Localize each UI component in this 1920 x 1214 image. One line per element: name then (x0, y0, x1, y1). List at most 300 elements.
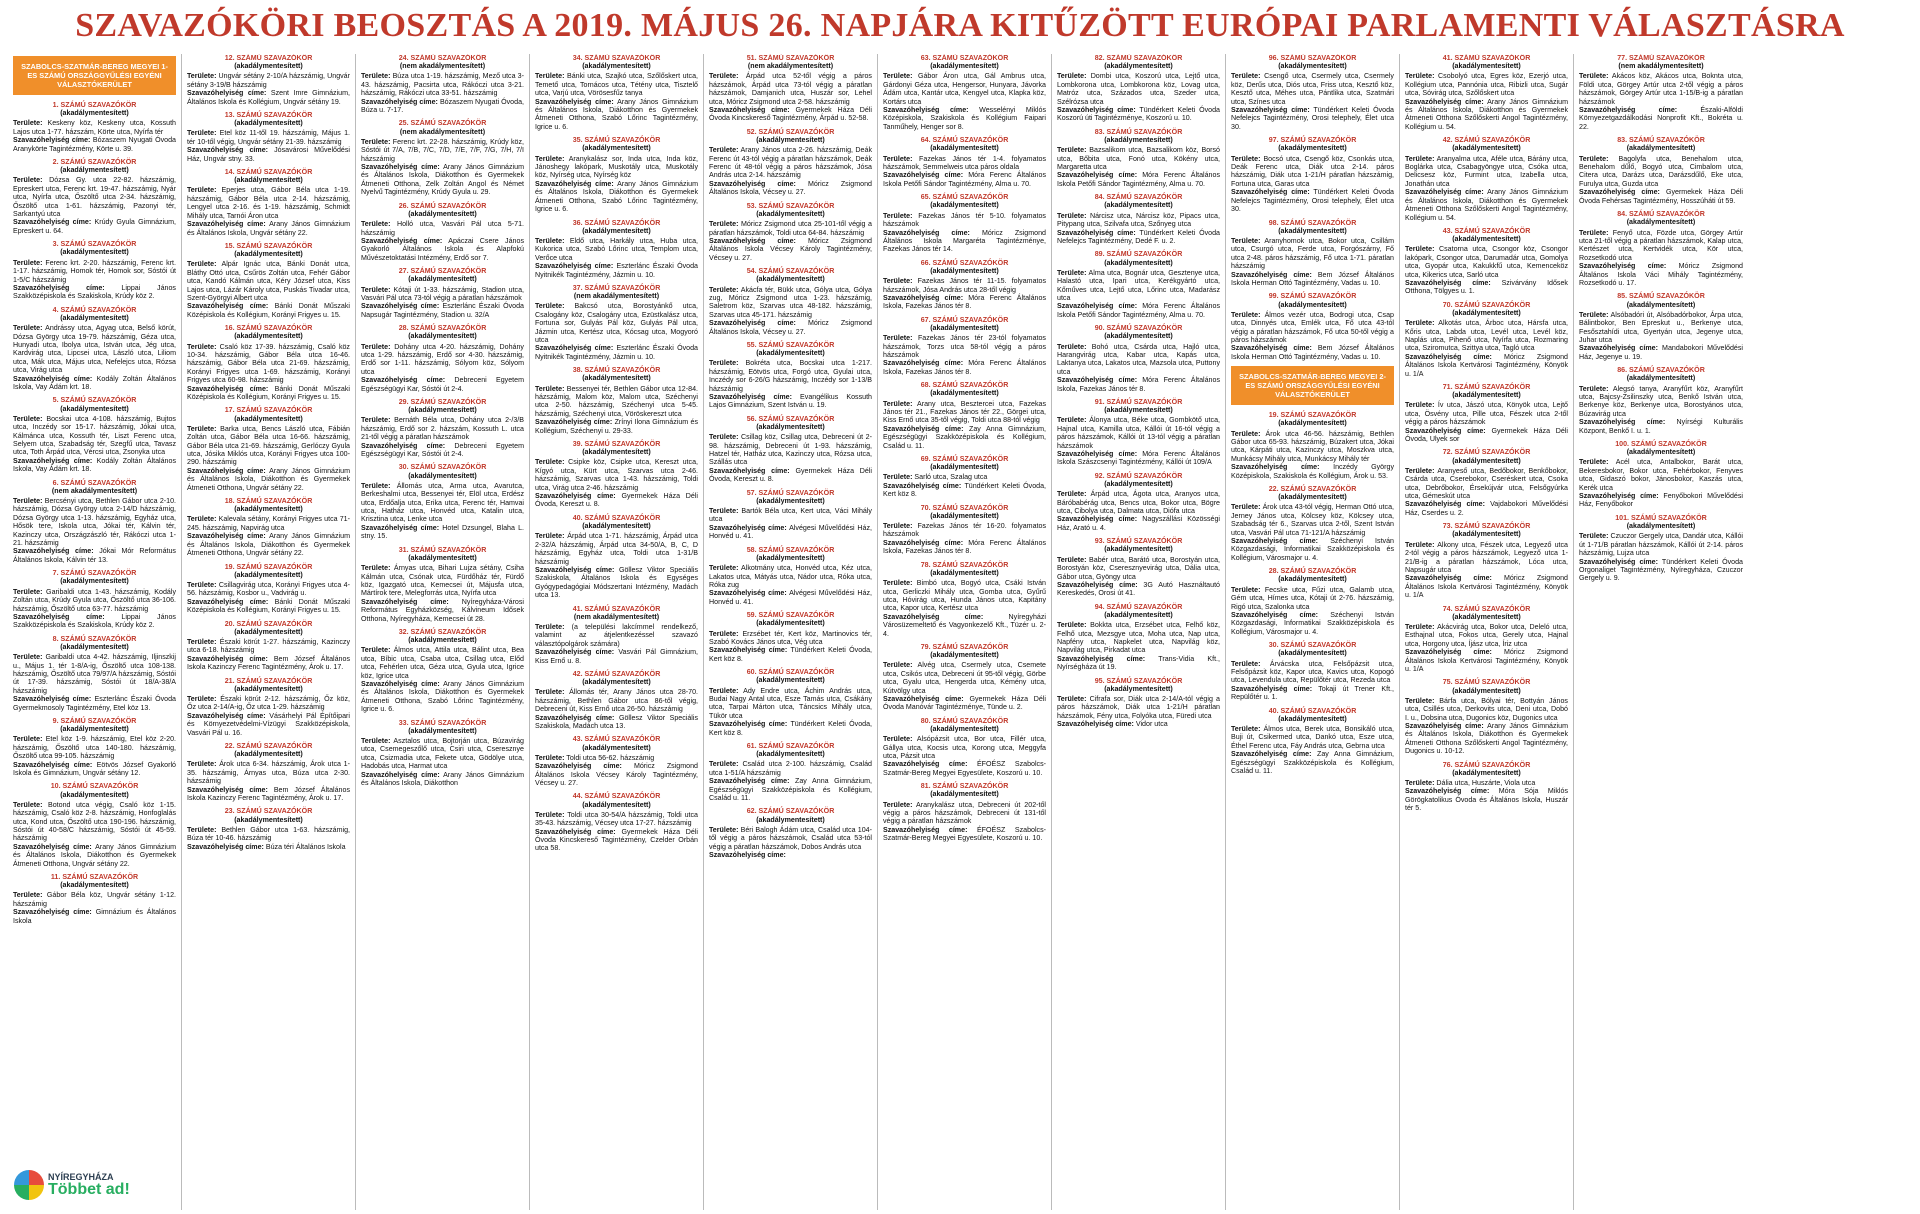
polling-station-body (13, 653, 176, 712)
address-text: Eszterlánc Északi Óvoda Nyitnikék Tagintézmény, Jázmin u. 10. (535, 344, 698, 361)
polling-station-number: 16. SZÁMÚ SZAVAZÓKÖR (224, 324, 313, 333)
address-text: Arany János Gimnázium és Általános Iskola, Diákotthon és Gyermekek Átmeneti Otthona Szőlőskerti Angol Tagintézmény, Kollégium u. 54. (1405, 97, 1568, 131)
polling-station-body (187, 343, 350, 402)
polling-station-header (1405, 448, 1568, 464)
polling-station-body (1405, 697, 1568, 756)
accessibility-note: (akadálymentesített) (234, 505, 303, 514)
polling-station-header (535, 792, 698, 808)
polling-station-header (1057, 398, 1220, 414)
area-label: Területe: (709, 220, 739, 229)
area-label: Területe: (1057, 490, 1087, 499)
polling-station-number: 100. SZÁMÚ SZAVAZÓKÖR (1615, 440, 1707, 449)
polling-station-body (187, 186, 350, 236)
area-label: Területe: (535, 688, 565, 697)
polling-station-body (1057, 72, 1220, 122)
area-label: Területe: (1231, 429, 1261, 438)
address-label: Szavazóhelyiség címe: (1405, 648, 1492, 657)
polling-station-body (361, 72, 524, 114)
accessibility-note: (akadálymentesített) (1104, 136, 1173, 145)
polling-station-header (187, 677, 350, 693)
area-text: Árnyas utca, Bihari Lujza sétány, Csiha Kálmán utca, Csónak utca, Fürdőház tér, Fürdő köz, Igazgató utca, Kemecsei út, Májusfa utca, Mártírok tere, Melegforrás utca, Nyírfa utca (361, 564, 524, 598)
address-label: Szavazóhelyiség címe: (709, 179, 796, 188)
polling-station-number: 26. SZÁMÚ SZAVAZÓKÖR (398, 201, 487, 210)
accessibility-note: (akadálymentesített) (930, 463, 999, 472)
area-label: Területe: (1405, 466, 1435, 475)
polling-station-body (13, 588, 176, 630)
address-label: Szavazóhelyiség címe: (535, 492, 616, 501)
address-text: Gyermekek Háza Déli Óvoda Kincskereső Tagintézmény, Árpád u. 52-58. (709, 106, 872, 123)
address-text: Alvégesi Művelődési Ház, Honvéd u. 41. (709, 523, 872, 541)
area-label: Területe: (709, 433, 739, 442)
polling-station-header (883, 54, 1046, 70)
polling-station-body (13, 324, 176, 391)
page-title: SZAVAZÓKÖRI BEOSZTÁS A 2019. MÁJUS 26. NAPJÁRA KITŰZÖTT EURÓPAI PARLAMENTI VÁLASZTÁSRA (75, 7, 1845, 44)
area-text: Bárfa utca, Bólyai tér, Bottyán János utca, Csillés utca, Derkovits utca, Deni utca, Dobó I. u., Dobsina utca, Dugonics köz, Dugonics utca (1405, 696, 1568, 722)
accessibility-note: (akadálymentesített) (1104, 545, 1173, 554)
area-text: Alsóbadóri út, Alsóbadórbokor, Árpa utca, Bálintbokor, Ben Epreskut u., Berkenye utca, Fesősztahídi utca, Gyertyán utca, Jegenye utca, Juhar utca (1579, 310, 1743, 344)
area-label: Területe: (361, 220, 391, 229)
polling-station-number: 101. SZÁMÚ SZAVAZÓKÖR (1615, 513, 1707, 522)
area-text: Csatorna utca, Csongor köz, Csongor lakópark, Csongor utca, Darumadár utca, Gomolya utca, Gyopár utca, Kakukkfű utca, Kemenceköz utca, Kikerics utca, Sarló utca (1405, 245, 1568, 279)
area-label: Területe: (1579, 458, 1609, 467)
area-text: Erzsébet tér, Kert köz, Martinovics tér, Szabó Kovács János utca, Vég utca (709, 629, 872, 646)
accessibility-note: (akadálymentesített) (408, 209, 477, 218)
polling-station-number: 93. SZÁMÚ SZAVAZÓKÖR (1094, 537, 1183, 546)
area-label: Területe: (1057, 694, 1087, 703)
area-text: Acél utca, Antalbokor, Barát utca, Bekeresbokor, Bokor utca, Fehérbokor, Fenyves utca, Gidaszó bokor, Jánosbokor, Kaszás utca, Kerék utca (1579, 458, 1743, 492)
accessibility-note: (akadálymentesített) (1104, 332, 1173, 341)
address-label: Szavazóhelyiség címe: (1231, 750, 1312, 759)
area-label: Területe: (13, 497, 43, 506)
area-text: Alkotás utca, Árboc utca, Hársfa utca, Kőris utca, Labda utca, Levél utca, Levél köz, Naplás utca, Pihenő utca, Nyírfa utca, Rozmaring utca, Sziromutca, Szittya utca, Tagló utca (1405, 319, 1568, 353)
polling-station-number: 54. SZÁMÚ SZAVAZÓKÖR (746, 267, 835, 276)
address-text: Móricz Zsigmond Általános Iskola Vécsey Károly Tagintézmény, Vécsey u. 27. (709, 236, 872, 262)
area-label: Területe: (709, 285, 739, 294)
accessibility-note: (akadálymentesített) (1104, 610, 1173, 619)
area-text: Toldi utca 56-62. házszámig (566, 753, 655, 762)
polling-station-number: 83. SZÁMÚ SZAVAZÓKÖR (1617, 136, 1705, 145)
polling-station-header (709, 742, 872, 758)
polling-station (535, 219, 698, 279)
polling-station-body (13, 415, 176, 474)
polling-station (1057, 677, 1220, 729)
area-label: Területe: (883, 800, 913, 809)
accessibility-note: (akadálymentesített) (1104, 201, 1173, 210)
polling-station-number: 27. SZÁMÚ SZAVAZÓKÖR (398, 267, 487, 276)
column-8 (1226, 54, 1400, 1210)
polling-station (187, 111, 350, 163)
polling-station-header (1231, 641, 1394, 657)
polling-station-body (187, 760, 350, 802)
address-text: Arany János Gimnázium és Általános Iskola, Diákotthon és Gyermekek Átmeneti Otthona Szőlőskerti Angol Tagintézmény, Kollégium u. 54. (1405, 188, 1568, 222)
area-label: Területe: (1405, 779, 1435, 788)
polling-station-body (709, 630, 872, 664)
address-text: Tündérkert Keleti Óvoda Nefelejcs Tagintézmény, Orosi telephely, Élet utca 30. (1231, 188, 1394, 214)
area-label: Területe: (1057, 555, 1087, 564)
polling-station-header (1231, 707, 1394, 723)
address-label: Szavazóhelyiség címe: (1579, 188, 1660, 197)
polling-station (709, 807, 872, 859)
address-text: Móra Ferenc Általános Iskola, Fazekas János tér 8. (883, 293, 1046, 311)
polling-station-number: 30. SZÁMÚ SZAVAZÓKÖR (398, 463, 487, 472)
area-text: Fazekas János tér 23-tól folyamatos házszámok, Torzs utca 58-tól végig a páros házszámok (883, 334, 1046, 359)
area-label: Területe: (1057, 342, 1087, 351)
address-label: Szavazóhelyiség címe: (709, 466, 790, 475)
polling-station-body (883, 579, 1046, 638)
polling-station-number: 28. SZÁMÚ SZAVAZÓKÖR (1268, 567, 1357, 576)
polling-station (1231, 641, 1394, 701)
polling-station (361, 54, 524, 114)
polling-station-number: 21. SZÁMÚ SZAVAZÓKÖR (224, 676, 313, 685)
address-label: Szavazóhelyiség címe: (361, 302, 440, 311)
accessibility-note: (akadálymentesített) (756, 209, 825, 218)
address-text: Móricz Zsigmond Általános Iskola Váci Mihály Tagintézmény, Rozsetkodó u. 17. (1579, 262, 1743, 287)
polling-station-number: 94. SZÁMÚ SZAVAZÓKÖR (1094, 602, 1183, 611)
area-label: Területe: (1405, 622, 1435, 631)
accessibility-note: (akadálymentesített) (1278, 575, 1347, 584)
polling-station-number: 11. SZÁMÚ SZAVAZÓKÖR (50, 873, 139, 882)
area-label: Területe: (883, 72, 913, 81)
area-label: Területe: (709, 564, 739, 573)
accessibility-note: (akadálymentesített) (1626, 218, 1696, 227)
area-label: Területe: (187, 129, 217, 138)
polling-station-number: 96. SZÁMÚ SZAVAZÓKÖR (1268, 54, 1357, 62)
accessibility-note: (akadálymentesített) (582, 800, 651, 809)
area-text: Család utca 2-100. házszámig, Család utca 1-51/A házszámig (709, 760, 872, 777)
columns-grid (8, 54, 1912, 1210)
polling-station-header (1231, 219, 1394, 235)
address-text: Szent Imre Gimnázium, Általános Iskola és Kollégium, Ungvár sétány 19. (187, 89, 350, 106)
area-text: Asztalos utca, Bojtorján utca, Búzavirág utca, Csemegeszőlő utca, Csiri utca, Cseresznye utca, Csizmadia utca, Fekete utca, Gödölye utca, Hadobás utca, Harmat utca (361, 737, 524, 771)
polling-station-header (1231, 54, 1394, 70)
polling-station-body (883, 661, 1046, 711)
accessibility-note: (akadálymentesített) (408, 636, 477, 645)
address-label: Szavazóhelyiség címe: (709, 851, 786, 860)
accessibility-note: (akadálymentesített) (930, 724, 999, 733)
address-label: Szavazóhelyiség címe: (1231, 610, 1319, 619)
polling-station (709, 128, 872, 197)
polling-station-number: 53. SZÁMÚ SZAVAZÓKÖR (746, 201, 835, 210)
area-label: Területe: (883, 211, 913, 220)
area-text: Álmos vezér utca, Bodrogi utca, Csap utca, Dinnyés utca, Emlék utca, Fő utca 43-tól végig a páratlan házszámok, Fő utca 50-től végig a páros házszámok (1231, 310, 1394, 344)
accessibility-note: (akadálymentesített) (1104, 62, 1173, 71)
area-label: Területe: (187, 260, 217, 269)
area-label: Területe: (361, 737, 391, 745)
address-text: Zrínyi Ilona Gimnázium és Kollégium, Széchenyi u. 29-33. (535, 418, 698, 435)
accessibility-note: (akadálymentesített) (1452, 456, 1521, 465)
accessibility-note: (akadálymentesített) (582, 448, 651, 457)
polling-station-header (883, 561, 1046, 577)
address-text: Arany János Gimnázium és Általános Iskola, Diákotthon (361, 770, 524, 788)
polling-station-body (709, 687, 872, 737)
address-text: Debreceni Egyetem Egészségügyi Kar, Sóstói út 2-4. (361, 441, 524, 459)
area-text: Ív utca, Jászó utca, Könyök utca, Lejtő utca, Ösvény utca, Pille utca, Fészek utca 2-től végig a páros házszámok (1405, 401, 1568, 427)
polling-station-body (361, 646, 524, 713)
area-text: Fenyő utca, Fözde utca, Görgey Artúr utca 21-től végig a páratlan házszámok, Kalap utca, Kertészet utca, Kertvidék utca, Kör utca, Rozsetkodó utca (1579, 228, 1743, 262)
area-label: Területe: (13, 258, 43, 267)
polling-station (187, 620, 350, 672)
polling-station (535, 284, 698, 361)
address-label: Szavazóhelyiség címe: (187, 302, 269, 311)
area-label: Területe: (1405, 319, 1435, 328)
accessibility-note: (nem akadálymentesített) (1618, 62, 1704, 71)
polling-station-header (883, 259, 1046, 275)
polling-station-body (361, 220, 524, 262)
polling-station-number: 60. SZÁMÚ SZAVAZÓKÖR (746, 668, 835, 677)
address-label: Szavazóhelyiség címe: (535, 418, 613, 427)
area-text: Alpár Ignác utca, Bánki Donát utca, Bláthy Ottó utca, Csűrös Zoltán utca, Fehér Gábor utca, Kandó Kálmán utca, Kéry József utca, Kiss Lajos utca, Lázár Károly utca, Puskás Tivadar utca, Szent-Györgyi Albert utca (187, 260, 350, 302)
area-text: Eldő utca, Harkály utca, Huba utca, Kukorica utca, Szabó Lőrinc utca, Templom utca, Verőce utca (535, 236, 698, 262)
polling-station-number: 64. SZÁMÚ SZAVAZÓKÖR (920, 136, 1009, 145)
address-text: Széchenyi István Közgazdasági, Informatikai Szakközépiskola és Kollégium, Városmajor u. 4. (1231, 610, 1394, 636)
address-text: Móricz Zsigmond Általános Iskola Kertvárosi Tagintézmény, Könyök u. 1/A (1405, 352, 1568, 378)
area-label: Területe: (1231, 236, 1261, 245)
polling-station-header (883, 193, 1046, 209)
accessibility-note: (akadálymentesített) (60, 790, 129, 799)
polling-station-number: 70. SZÁMÚ SZAVAZÓKÖR (1442, 300, 1531, 309)
address-text: Bem József Általános Iskola Kazinczy Ferenc Tagintézmény, Árok u. 17. (187, 654, 350, 672)
address-label: Szavazóhelyiség címe: (187, 89, 267, 98)
address-label: Szavazóhelyiség címe: (1579, 106, 1678, 115)
polling-station (1057, 603, 1220, 672)
address-label: Szavazóhelyiség címe: (187, 220, 266, 229)
polling-station-number: 42. SZÁMÚ SZAVAZÓKÖR (572, 669, 661, 678)
area-label: Területe: (1405, 72, 1435, 81)
area-text: Bercsényi utca, Bethlen Gábor utca 2-10. házszámig, Dózsa György utca 2-14/D házszámig, Dózsa György utca 1-13. házszámig, Egyház utca, Hősök tere, Iskola utca, Jókai tér, Kálvin tér, Kazinczy utca, Országzászló tér, Rákóczi utca 1-21. házszámig (13, 497, 176, 548)
accessibility-note: (akadálymentesített) (756, 553, 825, 562)
polling-station-number: 85. SZÁMÚ SZAVAZÓKÖR (1617, 292, 1705, 301)
address-label: Szavazóhelyiség címe: (361, 523, 440, 532)
polling-station-number: 52. SZÁMÚ SZAVAZÓKÖR (746, 127, 835, 136)
address-label: Szavazóhelyiség címe: (1405, 97, 1484, 106)
accessibility-note: (akadálymentesített) (60, 248, 129, 257)
address-label: Szavazóhelyiség címe: (1231, 188, 1310, 197)
address-text: Bózaszem Nyugati Óvoda, Búza u. 7-17. (361, 97, 524, 115)
area-label: Területe: (709, 686, 739, 695)
address-text: Vidor utca (1135, 720, 1168, 729)
polling-station-header (535, 219, 698, 235)
polling-station (535, 605, 698, 665)
address-text: Arany János Gimnázium és Általános Iskola, Diákotthon és Gyermekek Átmeneti Otthona, Zelk Zoltán Angol és Német Nyelvű Tagintézmény, Krúdy Gyula u. 29. (361, 163, 524, 197)
accessibility-note: (akadálymentesített) (234, 750, 303, 759)
polling-station-body (13, 176, 176, 235)
area-label: Területe: (1057, 72, 1087, 81)
polling-station-body (187, 826, 350, 851)
polling-station-header (883, 455, 1046, 471)
area-text: Álmos utca, Berek utca, Bonsikáló utca, Buji út, Csikermed utca, Dankó utca, Esze utca, Éthel Ferenc utca, Fáy András utca, Gebrna utca (1231, 724, 1394, 750)
address-text: Apáczai Csere János Gyakorló Általános Iskola és Alapfokú Művészetoktatási Intézmény, Erdő sor 7. (361, 236, 524, 262)
area-text: Árpád utca 1-71. házszámig, Árpád utca 2-32/A házszámig, Árpád utca 34-50/A, B, C, D házszámig, Egyház utca, Toldi utca 1-31/B házszámig (535, 532, 698, 566)
polling-station-header (187, 168, 350, 184)
polling-station (1405, 383, 1568, 443)
address-text: Vajdabokori Művelődési Ház, Cserdes u. 2. (1405, 500, 1568, 517)
address-label: Szavazóhelyiség címe: (187, 711, 266, 720)
accessibility-note: (akadálymentesített) (582, 743, 651, 752)
polling-station-number: 6. SZÁMÚ SZAVAZÓKÖR (52, 478, 137, 487)
polling-station-header (535, 605, 698, 621)
address-text: Tündérkert Keleti Óvoda Koszorú úti Tagintézménye, Koszorú u. 10. (1057, 106, 1220, 123)
address-label: Szavazóhelyiség címe: (1405, 500, 1485, 509)
polling-station-header (1579, 292, 1743, 308)
polling-station-body (13, 259, 176, 301)
area-text: Holló utca, Vasvári Pál utca 5-71. házszámig (361, 220, 524, 237)
area-label: Területe: (883, 735, 913, 744)
polling-station-number: 24. SZÁMÚ SZAVAZÓKÖR (398, 54, 487, 62)
accessibility-note: (akadálymentesített) (1278, 649, 1347, 658)
polling-station-body (1057, 490, 1220, 532)
polling-station-header (535, 514, 698, 530)
polling-station-number: 19. SZÁMÚ SZAVAZÓKÖR (224, 562, 313, 571)
polling-station-body (13, 497, 176, 564)
area-text: Bocsó utca, Csengő köz, Csonkás utca, Deák Ferenc utca, Diák utca 2-14. páros házszámig, Diák utca 1-21/H páratlan házszámig, Fortuna utca, Garas utca (1231, 154, 1394, 188)
address-label: Szavazóhelyiség címe: (1405, 188, 1484, 197)
area-text: Aranyhomok utca, Bokor utca, Csillám utca, Csurgó utca, Ferde utca, Forgószárny, Fő utca 2-48. páros házszámig, Fő utca 1-71. páratlan házszámig (1231, 236, 1394, 271)
area-label: Területe: (187, 637, 217, 646)
accessibility-note: (akadálymentesített) (234, 684, 303, 693)
area-label: Területe: (13, 176, 43, 185)
polling-station-body (1405, 779, 1568, 813)
polling-station (13, 479, 176, 565)
address-label: Szavazóhelyiség címe: (187, 466, 266, 475)
address-label: Szavazóhelyiség címe: (1057, 302, 1138, 311)
polling-station (1405, 136, 1568, 222)
polling-station (1405, 54, 1568, 131)
address-label: Szavazóhelyiség címe: (13, 760, 93, 769)
polling-station-body (535, 458, 698, 508)
area-label: Területe: (187, 424, 217, 433)
area-text: Bocskai utca 4-108. házszámig, Bujtos utca, Inczédy sor 15-17. házszámig, Jókai utca, Kálmánca utca, Kossuth tér, Liszt Ferenc utca, Selyem utca, Szabadság tér, Szegfű utca, Tavasz utca, Toth Árpád utca, Vércsi utca, Zsonyka utca (13, 414, 176, 457)
area-label: Területe: (883, 522, 913, 531)
accessibility-note: (akadálymentesített) (1452, 530, 1521, 539)
polling-station-header (13, 717, 176, 733)
polling-station-body (883, 522, 1046, 556)
polling-station-header (1405, 522, 1568, 538)
polling-station-body (187, 72, 350, 106)
column-3 (356, 54, 530, 1210)
area-label: Területe: (13, 735, 43, 744)
area-text: Eperjes utca, Gábor Béla utca 1-19. házszámig, Gábor Béla utca 2-14. házszámig, Lengyel utca 2-16. és 1-19. házszámig, Schmidt Mihály utca, Tarnói Áron utca (187, 186, 350, 220)
polling-station (535, 366, 698, 435)
address-text: Nyíregyháza-Városi Református Egyházközség, Kálvineum Idősek Otthona, Nyíregyháza, Kemecsei út 28. (361, 597, 524, 623)
area-label: Területe: (1579, 310, 1609, 319)
accessibility-note: (akadálymentesített) (408, 406, 477, 415)
accessibility-note: (akadálymentesített) (1626, 300, 1696, 309)
polling-station-body (361, 482, 524, 541)
polling-station-number: 2. SZÁMÚ SZAVAZÓKÖR (52, 158, 137, 167)
address-text: Móra Sója Miklós Görögkatolikus Óvoda és Általános Iskola, Huszár tér 5. (1405, 787, 1568, 813)
accessibility-note: (akadálymentesített) (1452, 768, 1521, 777)
polling-station-header (1405, 227, 1568, 243)
area-text: Árvácska utca, Felsőpázsit utca, Felsőpázsit köz, Kapor utca, Kavics utca, Kopogó utca, Levendula utca, Repülőtér utca, Rezeda utca (1231, 659, 1394, 685)
area-label: Területe: (1057, 416, 1087, 425)
accessibility-note: (akadálymentesített) (930, 266, 999, 275)
polling-station (361, 628, 524, 714)
polling-station-number: 86. SZÁMÚ SZAVAZÓKÖR (1617, 366, 1705, 375)
address-text: 3G Autó Használtautó Kereskedés, Orosi út 41. (1057, 580, 1220, 598)
polling-station-number: 92. SZÁMÚ SZAVAZÓKÖR (1094, 471, 1183, 480)
polling-station (709, 668, 872, 737)
address-text: Jósavárosi Művelődési Ház, Ungvár stny. 33. (187, 146, 350, 163)
area-label: Területe: (709, 146, 739, 155)
area-label: Területe: (535, 622, 565, 631)
polling-station-body (1231, 72, 1394, 131)
address-label: Szavazóhelyiség címe: (187, 785, 268, 794)
polling-station (1231, 707, 1394, 776)
polling-station-number: 7. SZÁMÚ SZAVAZÓKÖR (52, 569, 137, 578)
area-label: Területe: (709, 359, 739, 368)
polling-station-header (709, 489, 872, 505)
polling-station (1057, 128, 1220, 188)
area-text: Árok utca 6-34. házszámig, Árok utca 1-35. házszámig, Árnyas utca, Búza utca 2-30. házszámig (187, 760, 350, 786)
accessibility-note: (akadálymentesített) (234, 414, 303, 423)
polling-station (361, 546, 524, 623)
address-text: Zay Anna Gimnázium, Egészségügyi Szakközépiskola és Kollégium, Család u. 11. (883, 424, 1046, 450)
address-text: Alvégesi Művelődési Ház, Honvéd u. 41. (709, 589, 872, 606)
area-label: Területe: (361, 342, 391, 351)
polling-station-body (535, 532, 698, 599)
accessibility-note: (akadálymentesített) (1104, 258, 1173, 267)
address-text: Jókai Mór Református Általános Iskola, Kálvin tér 13. (13, 547, 176, 564)
area-label: Területe: (13, 653, 43, 662)
address-text: Eszterlánc Északi Óvoda Nyitnikék Tagintézmény, Jázmin u. 10. (535, 262, 698, 279)
address-label: Szavazóhelyiség címe: (535, 713, 615, 722)
address-text: Gyermekek Háza Déli Óvoda, Kereszt u. 8. (709, 466, 872, 484)
accessibility-note: (akadálymentesített) (930, 389, 999, 398)
address-label: Szavazóhelyiség címe: (883, 825, 968, 834)
polling-station (1231, 485, 1394, 562)
polling-station-body (187, 260, 350, 319)
accessibility-note: (akadálymentesített) (930, 144, 999, 153)
polling-station-body (535, 302, 698, 361)
polling-station (1231, 54, 1394, 131)
polling-station (13, 717, 176, 777)
area-text: Cifrafa sor, Diák utca 2-14/A-tól végig a páros házszámok, Diák utca 1-21/H páratlan házszámok, Fény utca, Folyóka utca, Füredi utca (1057, 694, 1220, 720)
polling-station-header (709, 341, 872, 357)
polling-station-header (1579, 440, 1743, 456)
polling-station (1057, 472, 1220, 532)
accessibility-note: (akadálymentesített) (756, 496, 825, 505)
polling-station-number: 72. SZÁMÚ SZAVAZÓKÖR (1442, 448, 1531, 457)
accessibility-note: (akadálymentesített) (408, 471, 477, 480)
accessibility-note: (akadálymentesített) (234, 176, 303, 185)
address-label: Szavazóhelyiség címe: (1405, 278, 1491, 287)
polling-station-header (361, 54, 524, 70)
polling-station-body (187, 638, 350, 672)
area-text: Dózsa Gy. utca 22-82. házszámig, Epreskert utca, Ferenc krt. 19-47. házszámig, Nyár utca, Nyírfa utca, Őszöltő utca 2-34. házszámig, Őszöltő utca 1-61. házszámig, Pazonyi tér, Sarkantyú utca (13, 176, 176, 219)
polling-station-body (1579, 385, 1743, 435)
polling-station (187, 242, 350, 319)
polling-station-body (883, 72, 1046, 131)
area-text: Árpád utca 52-től végig a páros házszámok, Árpád utca 73-tól végig a páratlan házszámok, Damjanich utca, Huszár sor, Lehel utca, Móricz Zsigmond utca 2-58. házszámig (709, 72, 872, 106)
address-label: Szavazóhelyiség címe: (13, 456, 93, 465)
area-text: Fecske utca, Fűzi utca, Galamb utca, Gém utca, Hímes utca, Kótaji út 2-76. házszámig, Rigó utca, Szalonka utca (1231, 585, 1394, 611)
polling-station-body (1057, 416, 1220, 466)
area-text: Toldi utca 30-54/A házszámig, Toldi utca 35-43. házszámig, Vécsey utca 17-27. házszámig (535, 810, 698, 828)
polling-station (1231, 292, 1394, 361)
polling-station-number: 68. SZÁMÚ SZAVAZÓKÖR (920, 381, 1009, 390)
polling-station-body (709, 433, 872, 483)
polling-station-header (535, 670, 698, 686)
polling-station-body (361, 564, 524, 623)
accessibility-note: (akadálymentesített) (60, 109, 129, 118)
accessibility-note: (akadálymentesített) (1104, 480, 1173, 489)
area-text: Dohány utca 4-20. házszámig, Dohány utca 1-29. házszámig, Erdő sor 4-30. házszámig, Erdő sor 1-11. házszámig, Sólyom köz, Sólyom utca (361, 342, 524, 376)
polling-station-header (361, 324, 524, 340)
polling-station-body (187, 425, 350, 492)
area-text: Északi körút 2-12. házszámig, Őz köz, Őz utca 2-14/A-ig, Őz utca 1-29. házszámig (187, 694, 350, 712)
polling-station-body (1405, 155, 1568, 222)
address-label: Szavazóhelyiség címe: (1579, 557, 1658, 566)
